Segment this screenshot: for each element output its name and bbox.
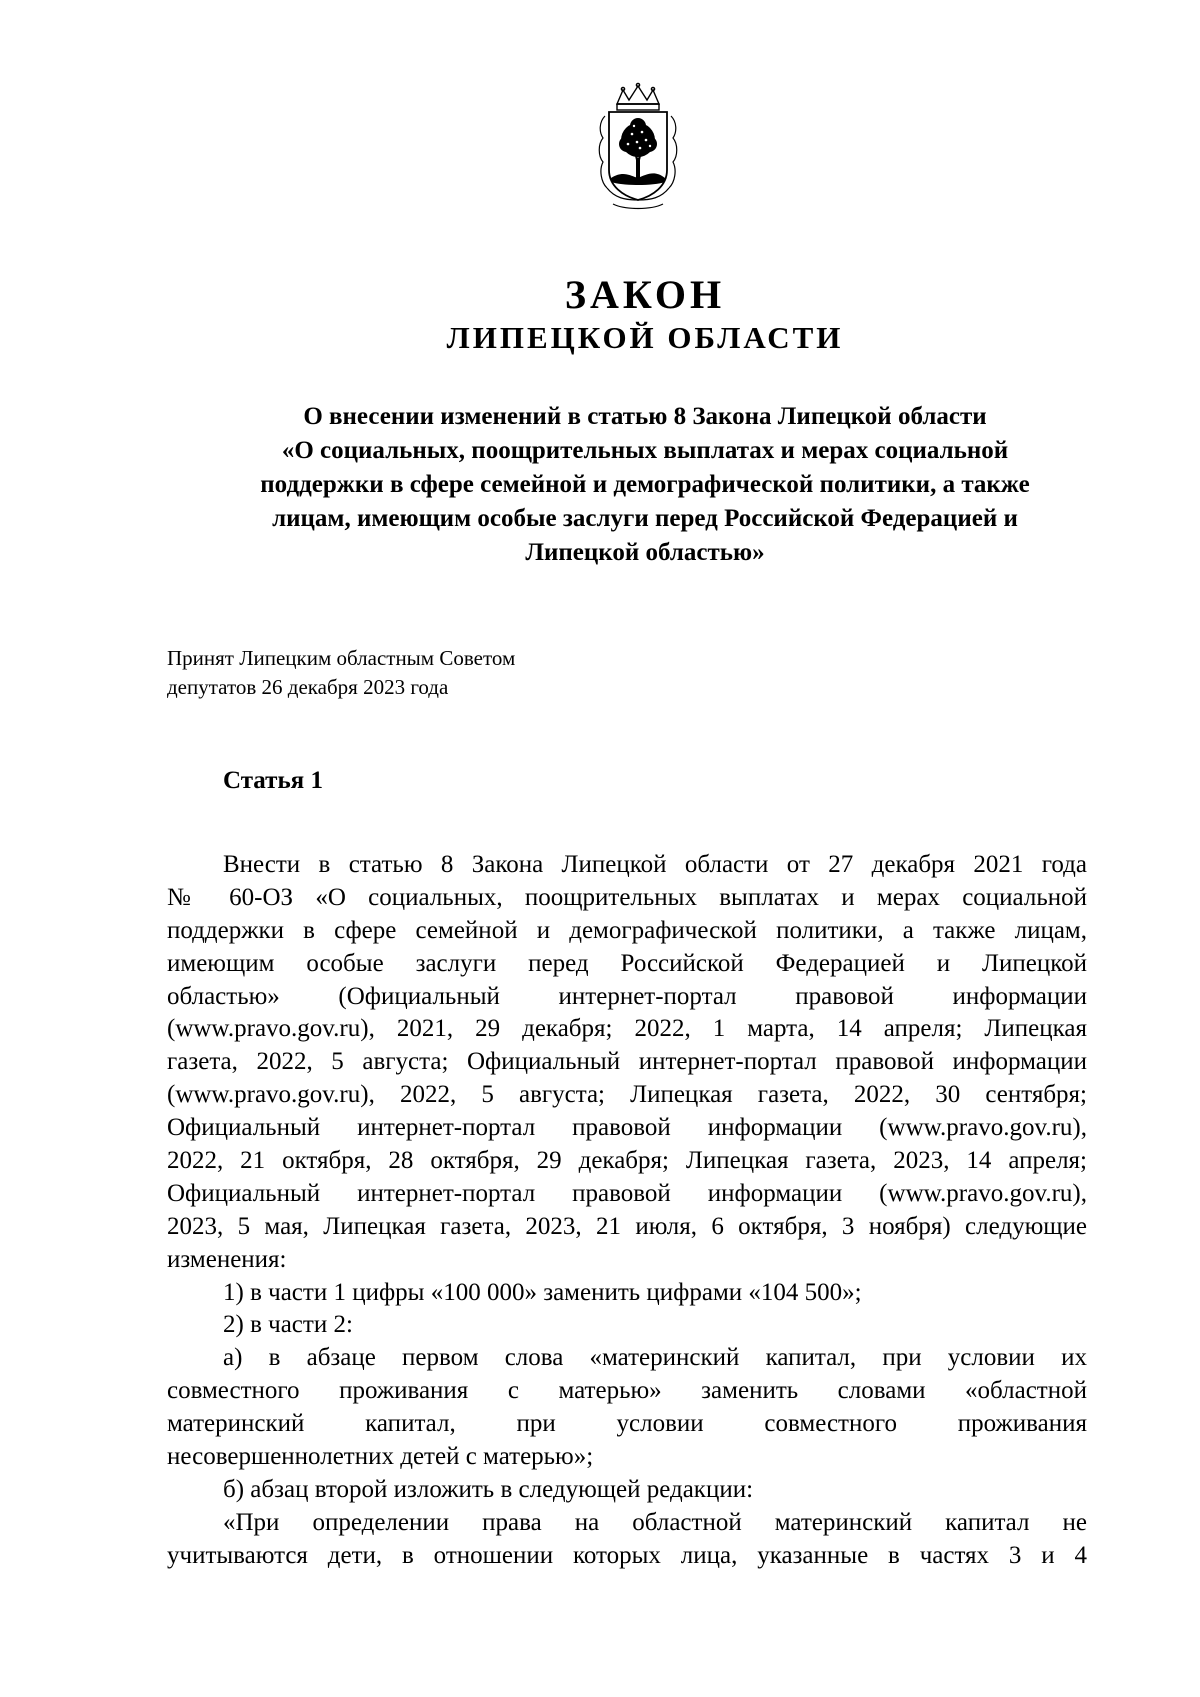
body-line: изменения: (167, 1245, 287, 1273)
adoption-note-line: Принят Липецким областным Советом (167, 646, 516, 670)
document-title: ЗАКОН (564, 272, 726, 317)
body-line: Официальный интернет-портал правовой информации (www.pravo.gov.ru), (167, 1114, 1087, 1142)
body-line: имеющим особые заслуги перед Российской Федерацией и Липецкой (167, 949, 1087, 977)
body-line: поддержки в сфере семейной и демографической политики, а также лицам, (167, 916, 1087, 944)
body-line: несовершеннолетних детей с матерью»; (167, 1443, 594, 1471)
law-name-line: Липецкой областью» (525, 539, 765, 566)
body-line: материнский капитал, при условии совместного проживания (167, 1410, 1087, 1438)
adoption-note-line: депутатов 26 декабря 2023 года (167, 675, 449, 699)
body-line: учитываются дети, в отношении которых лица, указанные в частях 3 и 4 (167, 1541, 1087, 1569)
body-line: Официальный интернет-портал правовой информации (www.pravo.gov.ru), (167, 1179, 1087, 1207)
document-subtitle: ЛИПЕЦКОЙ ОБЛАСТИ (446, 320, 844, 355)
body-line: газета, 2022, 5 августа; Официальный интернет-портал правовой информации (167, 1048, 1087, 1076)
article-body (167, 849, 1087, 1573)
law-name-line: «О социальных, поощрительных выплатах и мерах социальной (281, 437, 1009, 464)
law-name-line: поддержки в сфере семейной и демографической политики, а также (260, 471, 1030, 498)
law-name-line: О внесении изменений в статью 8 Закона Липецкой области (303, 403, 987, 430)
body-line: «При определении права на областной материнский капитал не (223, 1508, 1087, 1536)
body-line: № 60-ОЗ «О социальных, поощрительных выплатах и мерах социальной (167, 883, 1087, 911)
adoption-note (167, 644, 767, 702)
law-name-line: лицам, имеющим особые заслуги перед Российской Федерацией и (272, 505, 1018, 532)
article-heading: Статья 1 (223, 767, 323, 794)
body-line: 2023, 5 мая, Липецкая газета, 2023, 21 июля, 6 октября, 3 ноября) следующие (167, 1212, 1087, 1240)
body-line: 1) в части 1 цифры «100 000» заменить цифрами «104 500»; (223, 1278, 862, 1306)
body-line: 2) в части 2: (223, 1311, 353, 1339)
body-line: Внести в статью 8 Закона Липецкой области от 27 декабря 2021 года (223, 851, 1087, 878)
body-line: совместного проживания с матерью» заменить словами «областной (167, 1377, 1087, 1405)
lipetsk-coat-of-arms-icon (595, 82, 681, 212)
body-line: областью» (Официальный интернет-портал правовой информации (167, 982, 1087, 1010)
body-line: 2022, 21 октября, 28 октября, 29 декабря; Липецкая газета, 2023, 14 апреля; (167, 1147, 1087, 1175)
body-line: (www.pravo.gov.ru), 2021, 29 декабря; 2022, 1 марта, 14 апреля; Липецкая (167, 1015, 1087, 1043)
body-line: (www.pravo.gov.ru), 2022, 5 августа; Липецкая газета, 2022, 30 сентября; (167, 1081, 1087, 1109)
body-line: б) абзац второй изложить в следующей редакции: (223, 1475, 754, 1503)
body-line: а) в абзаце первом слова «материнский капитал, при условии их (223, 1344, 1087, 1372)
law-name (205, 400, 1085, 570)
